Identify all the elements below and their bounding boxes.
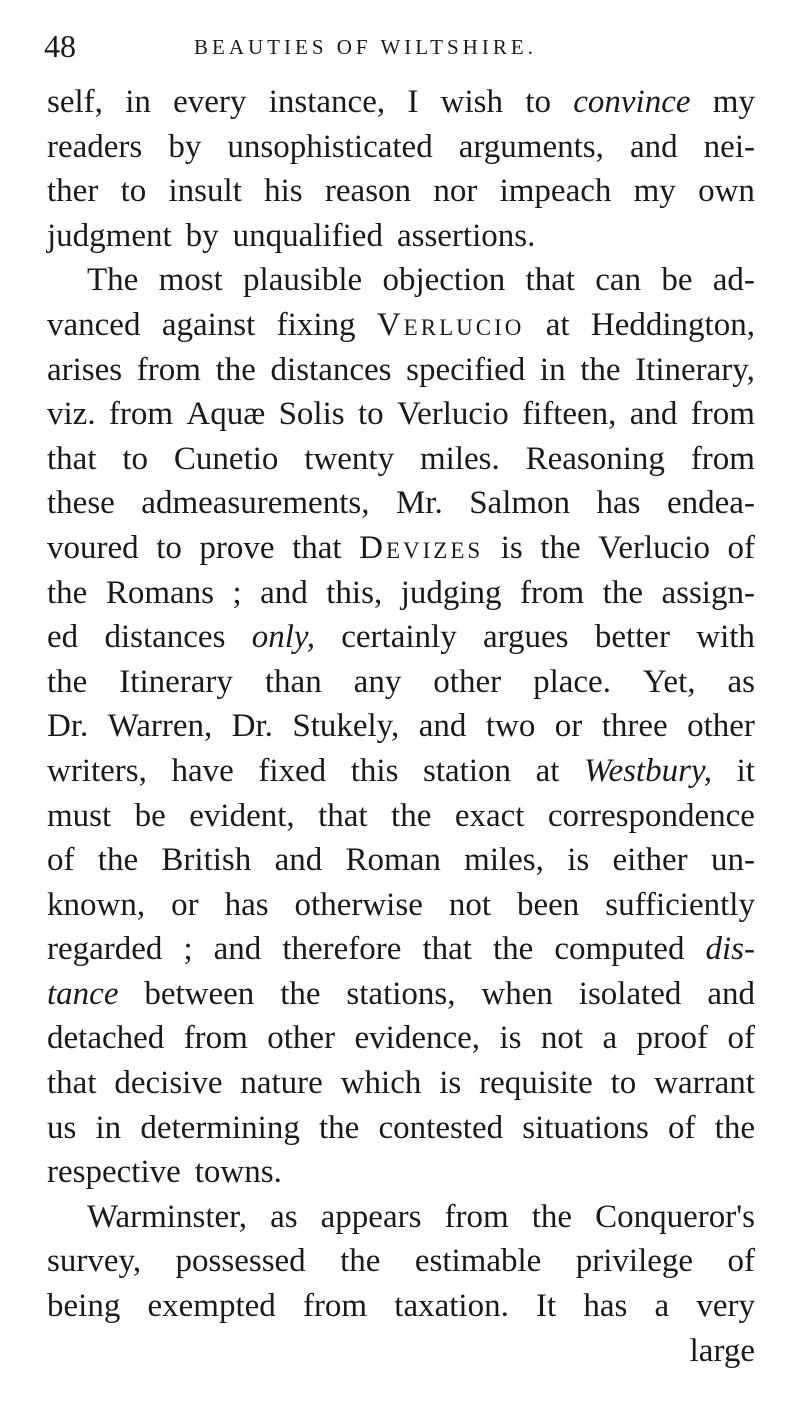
word: Verlucio: [598, 529, 710, 566]
text-line: [47, 883, 755, 928]
word: of: [727, 529, 755, 566]
word: exact: [454, 797, 525, 834]
word: Mr.: [395, 485, 443, 522]
word: most: [158, 262, 223, 299]
word: every: [173, 84, 247, 120]
word: fifteen,: [522, 396, 617, 433]
word: a: [602, 1020, 618, 1057]
word: that: [47, 1065, 97, 1102]
word: admeasurements,: [141, 485, 370, 522]
text-line: [47, 481, 755, 526]
word: exempted: [147, 1288, 276, 1325]
word: that: [318, 797, 368, 834]
word: from: [302, 1288, 368, 1325]
word: to: [525, 84, 551, 120]
word: viz.: [47, 396, 96, 433]
word: and: [629, 396, 678, 433]
word: must: [47, 797, 112, 834]
word: Verlucio: [376, 306, 525, 343]
word: the: [531, 1198, 573, 1235]
word: ed: [47, 619, 79, 656]
word: ad-: [712, 262, 755, 299]
word: Heddington,: [590, 306, 755, 343]
word: voured: [47, 529, 139, 566]
word: un-: [710, 842, 755, 879]
word: the: [492, 931, 534, 968]
text-line: [47, 303, 755, 348]
word: distances: [104, 619, 226, 656]
word: from: [690, 440, 755, 477]
word: tance: [47, 975, 119, 1012]
text-line: [47, 972, 755, 1017]
word: nor: [433, 173, 478, 210]
word: the: [714, 1109, 755, 1146]
word: to: [122, 440, 149, 477]
word: Yet,: [642, 663, 696, 700]
word: the: [319, 1109, 360, 1146]
word: these: [47, 485, 115, 522]
word: dis-: [705, 931, 755, 968]
word: by: [168, 128, 202, 165]
word: fixing: [276, 306, 356, 343]
word: unqualified: [232, 217, 383, 254]
body-text: [47, 80, 755, 1373]
word: prove: [199, 529, 275, 566]
text-line: [47, 1016, 755, 1061]
word: Dr.: [47, 708, 89, 745]
word: of: [727, 1020, 755, 1057]
catchword-line: [47, 1329, 755, 1374]
word: to: [610, 1065, 637, 1102]
word: estimable: [414, 1243, 542, 1280]
text-line: [47, 392, 755, 437]
word: Cunetio: [173, 440, 279, 477]
word: impeach: [499, 173, 612, 210]
text-line: [47, 1284, 755, 1329]
word: and: [260, 574, 308, 611]
word: is: [499, 1020, 522, 1057]
text-line: [47, 1239, 755, 1284]
word: ;: [183, 931, 193, 968]
word: survey,: [47, 1243, 142, 1280]
word: privilege: [575, 1243, 694, 1280]
word: the: [540, 529, 581, 566]
word: determining: [140, 1109, 300, 1146]
word: us: [47, 1109, 77, 1146]
text-line: [47, 749, 755, 794]
word: the: [97, 842, 139, 879]
word: It: [536, 1288, 557, 1325]
word: situations: [522, 1109, 649, 1146]
word: three: [601, 708, 668, 745]
word: Devizes: [359, 529, 484, 566]
word: detached: [47, 1020, 165, 1057]
text-line: [47, 794, 755, 839]
word: convince: [573, 84, 691, 120]
word: in: [95, 1109, 122, 1146]
word: Solis: [278, 396, 345, 433]
word: in: [125, 84, 151, 120]
word: that: [525, 262, 576, 299]
word: of: [667, 1109, 696, 1146]
word: that: [292, 529, 342, 566]
word: is: [500, 529, 523, 566]
word: proof: [636, 1020, 709, 1057]
word: correspondence: [547, 797, 755, 834]
word: it: [736, 752, 755, 789]
word: twenty: [304, 440, 395, 477]
word: has: [224, 886, 269, 923]
word: Westbury,: [583, 752, 713, 789]
word: and: [213, 931, 262, 968]
word: specified: [406, 351, 526, 388]
word: evident,: [189, 797, 295, 834]
text-line: [47, 437, 755, 482]
word: stations,: [346, 975, 456, 1012]
word: from: [520, 574, 585, 611]
word: have: [171, 752, 234, 789]
word: insult: [168, 173, 242, 210]
word: be: [134, 797, 166, 834]
word: very: [696, 1288, 755, 1325]
word: known,: [47, 886, 146, 923]
word: at: [545, 306, 570, 343]
text-line: [47, 1195, 755, 1240]
word: wish: [440, 84, 503, 120]
word: appears: [320, 1198, 422, 1235]
word: of: [47, 842, 75, 879]
text-line: [47, 615, 755, 660]
word: my: [633, 173, 676, 210]
word: respective: [47, 1154, 181, 1191]
word: than: [264, 663, 322, 700]
word: by: [185, 217, 219, 254]
word: that: [47, 440, 97, 477]
word: Conqueror's: [595, 1198, 755, 1235]
word: instance,: [268, 84, 386, 120]
word: reason: [324, 173, 412, 210]
word: that: [422, 931, 472, 968]
text-line: [47, 348, 755, 393]
word: any: [353, 663, 402, 700]
word: the: [602, 574, 643, 611]
word: Warren,: [107, 708, 213, 745]
word: and: [629, 128, 678, 165]
word: warrant: [654, 1065, 755, 1102]
word: writers,: [47, 752, 147, 789]
word: miles.: [419, 440, 500, 477]
word: Roman: [345, 842, 441, 879]
word: arguments,: [458, 128, 604, 165]
word: or: [171, 886, 199, 923]
word: against: [161, 306, 256, 343]
word: in: [539, 351, 566, 388]
word: judging: [400, 574, 502, 611]
word: The: [87, 262, 139, 299]
catchword: large: [689, 1332, 755, 1369]
word: not: [540, 1020, 584, 1057]
word: Stukely,: [292, 708, 400, 745]
word: possessed: [175, 1243, 306, 1280]
word: Itinerary,: [635, 351, 755, 388]
word: ;: [232, 574, 242, 611]
word: assign-: [661, 574, 755, 611]
word: contested: [378, 1109, 504, 1146]
text-line: [47, 1106, 755, 1151]
word: the: [47, 574, 88, 611]
word: nature: [240, 1065, 323, 1102]
word: other: [433, 663, 502, 700]
word: the: [47, 663, 88, 700]
text-line: [47, 258, 755, 303]
word: certainly: [341, 619, 457, 656]
word: to: [120, 173, 147, 210]
word: the: [340, 1243, 381, 1280]
word: two: [485, 708, 536, 745]
page-header: [44, 28, 764, 64]
word: at: [535, 752, 560, 789]
text-line: [47, 660, 755, 705]
word: from: [183, 1020, 248, 1057]
word: and: [418, 708, 467, 745]
word: requisite: [479, 1065, 593, 1102]
word: readers: [47, 128, 143, 165]
text-line: [47, 571, 755, 616]
word: decisive: [114, 1065, 223, 1102]
word: station: [423, 752, 511, 789]
word: objection: [382, 262, 506, 299]
word: other: [267, 1020, 336, 1057]
word: or: [554, 708, 583, 745]
text-line: [47, 169, 755, 214]
word: endea-: [667, 485, 755, 522]
word: is: [439, 1065, 462, 1102]
word: from: [136, 351, 201, 388]
text-line: [47, 214, 755, 259]
word: Verlucio: [396, 396, 509, 433]
word: being: [47, 1288, 121, 1325]
word: better: [594, 619, 670, 656]
word: and: [274, 842, 323, 879]
word: Warminster,: [87, 1198, 248, 1235]
word: miles,: [464, 842, 544, 879]
word: fixed: [258, 752, 327, 789]
word: Dr.: [231, 708, 273, 745]
word: ther: [47, 173, 99, 210]
word: sufficiently: [605, 886, 755, 923]
word: be: [661, 262, 693, 299]
word: the: [280, 975, 321, 1012]
word: the: [215, 351, 256, 388]
word: of: [727, 1243, 755, 1280]
text-line: [47, 838, 755, 883]
word: from: [444, 1198, 509, 1235]
word: plausible: [243, 262, 363, 299]
text-line: [47, 704, 755, 749]
word: when: [481, 975, 553, 1012]
word: judgment: [47, 217, 172, 254]
word: to: [156, 529, 182, 566]
word: which: [340, 1065, 422, 1102]
text-line: [47, 526, 755, 571]
word: between: [144, 975, 255, 1012]
word: own: [698, 173, 755, 210]
text-line: [47, 125, 755, 170]
word: assertions.: [396, 217, 536, 254]
word: this,: [326, 574, 383, 611]
word: has: [583, 1288, 628, 1325]
word: vanced: [47, 306, 141, 343]
word: evidence,: [354, 1020, 481, 1057]
word: Aquæ: [186, 396, 266, 433]
word: as: [270, 1198, 298, 1235]
word: arises: [47, 351, 123, 388]
text-line: [47, 927, 755, 972]
word: I: [407, 84, 419, 120]
word: regarded: [47, 931, 163, 968]
word: been: [516, 886, 580, 923]
text-line: [47, 1061, 755, 1106]
word: unsophisticated: [227, 128, 433, 165]
word: has: [596, 485, 641, 522]
word: the: [580, 351, 621, 388]
word: to: [357, 396, 384, 433]
word: place.: [533, 663, 611, 700]
word: self,: [47, 84, 103, 120]
running-head: BEAUTIES OF WILTSHIRE.: [194, 35, 537, 59]
word: Itinerary: [119, 663, 233, 700]
word: my: [712, 84, 755, 120]
word: otherwise: [294, 886, 423, 923]
word: either: [612, 842, 688, 879]
word: computed: [554, 931, 685, 968]
word: his: [264, 173, 303, 210]
word: is: [567, 842, 590, 879]
word: British: [161, 842, 252, 879]
word: with: [696, 619, 755, 656]
word: a: [654, 1288, 670, 1325]
word: only,: [251, 619, 315, 656]
word: nei-: [703, 128, 755, 165]
text-line: [47, 80, 755, 125]
word: Romans: [105, 574, 214, 611]
word: Reasoning: [525, 440, 665, 477]
word: other: [687, 708, 755, 745]
word: isolated: [578, 975, 682, 1012]
word: from: [108, 396, 174, 433]
word: from: [690, 396, 755, 433]
word: the: [391, 797, 432, 834]
word: therefore: [282, 931, 402, 968]
word: distances: [270, 351, 392, 388]
word: this: [350, 752, 399, 789]
word: as: [727, 663, 755, 700]
word: Salmon: [469, 485, 571, 522]
word: and: [707, 975, 755, 1012]
word: can: [595, 262, 642, 299]
word: towns.: [194, 1154, 282, 1191]
word: argues: [483, 619, 569, 656]
text-line: [47, 1150, 755, 1195]
word: taxation.: [394, 1288, 509, 1325]
word: not: [448, 886, 491, 923]
page-number: 48: [44, 28, 76, 64]
